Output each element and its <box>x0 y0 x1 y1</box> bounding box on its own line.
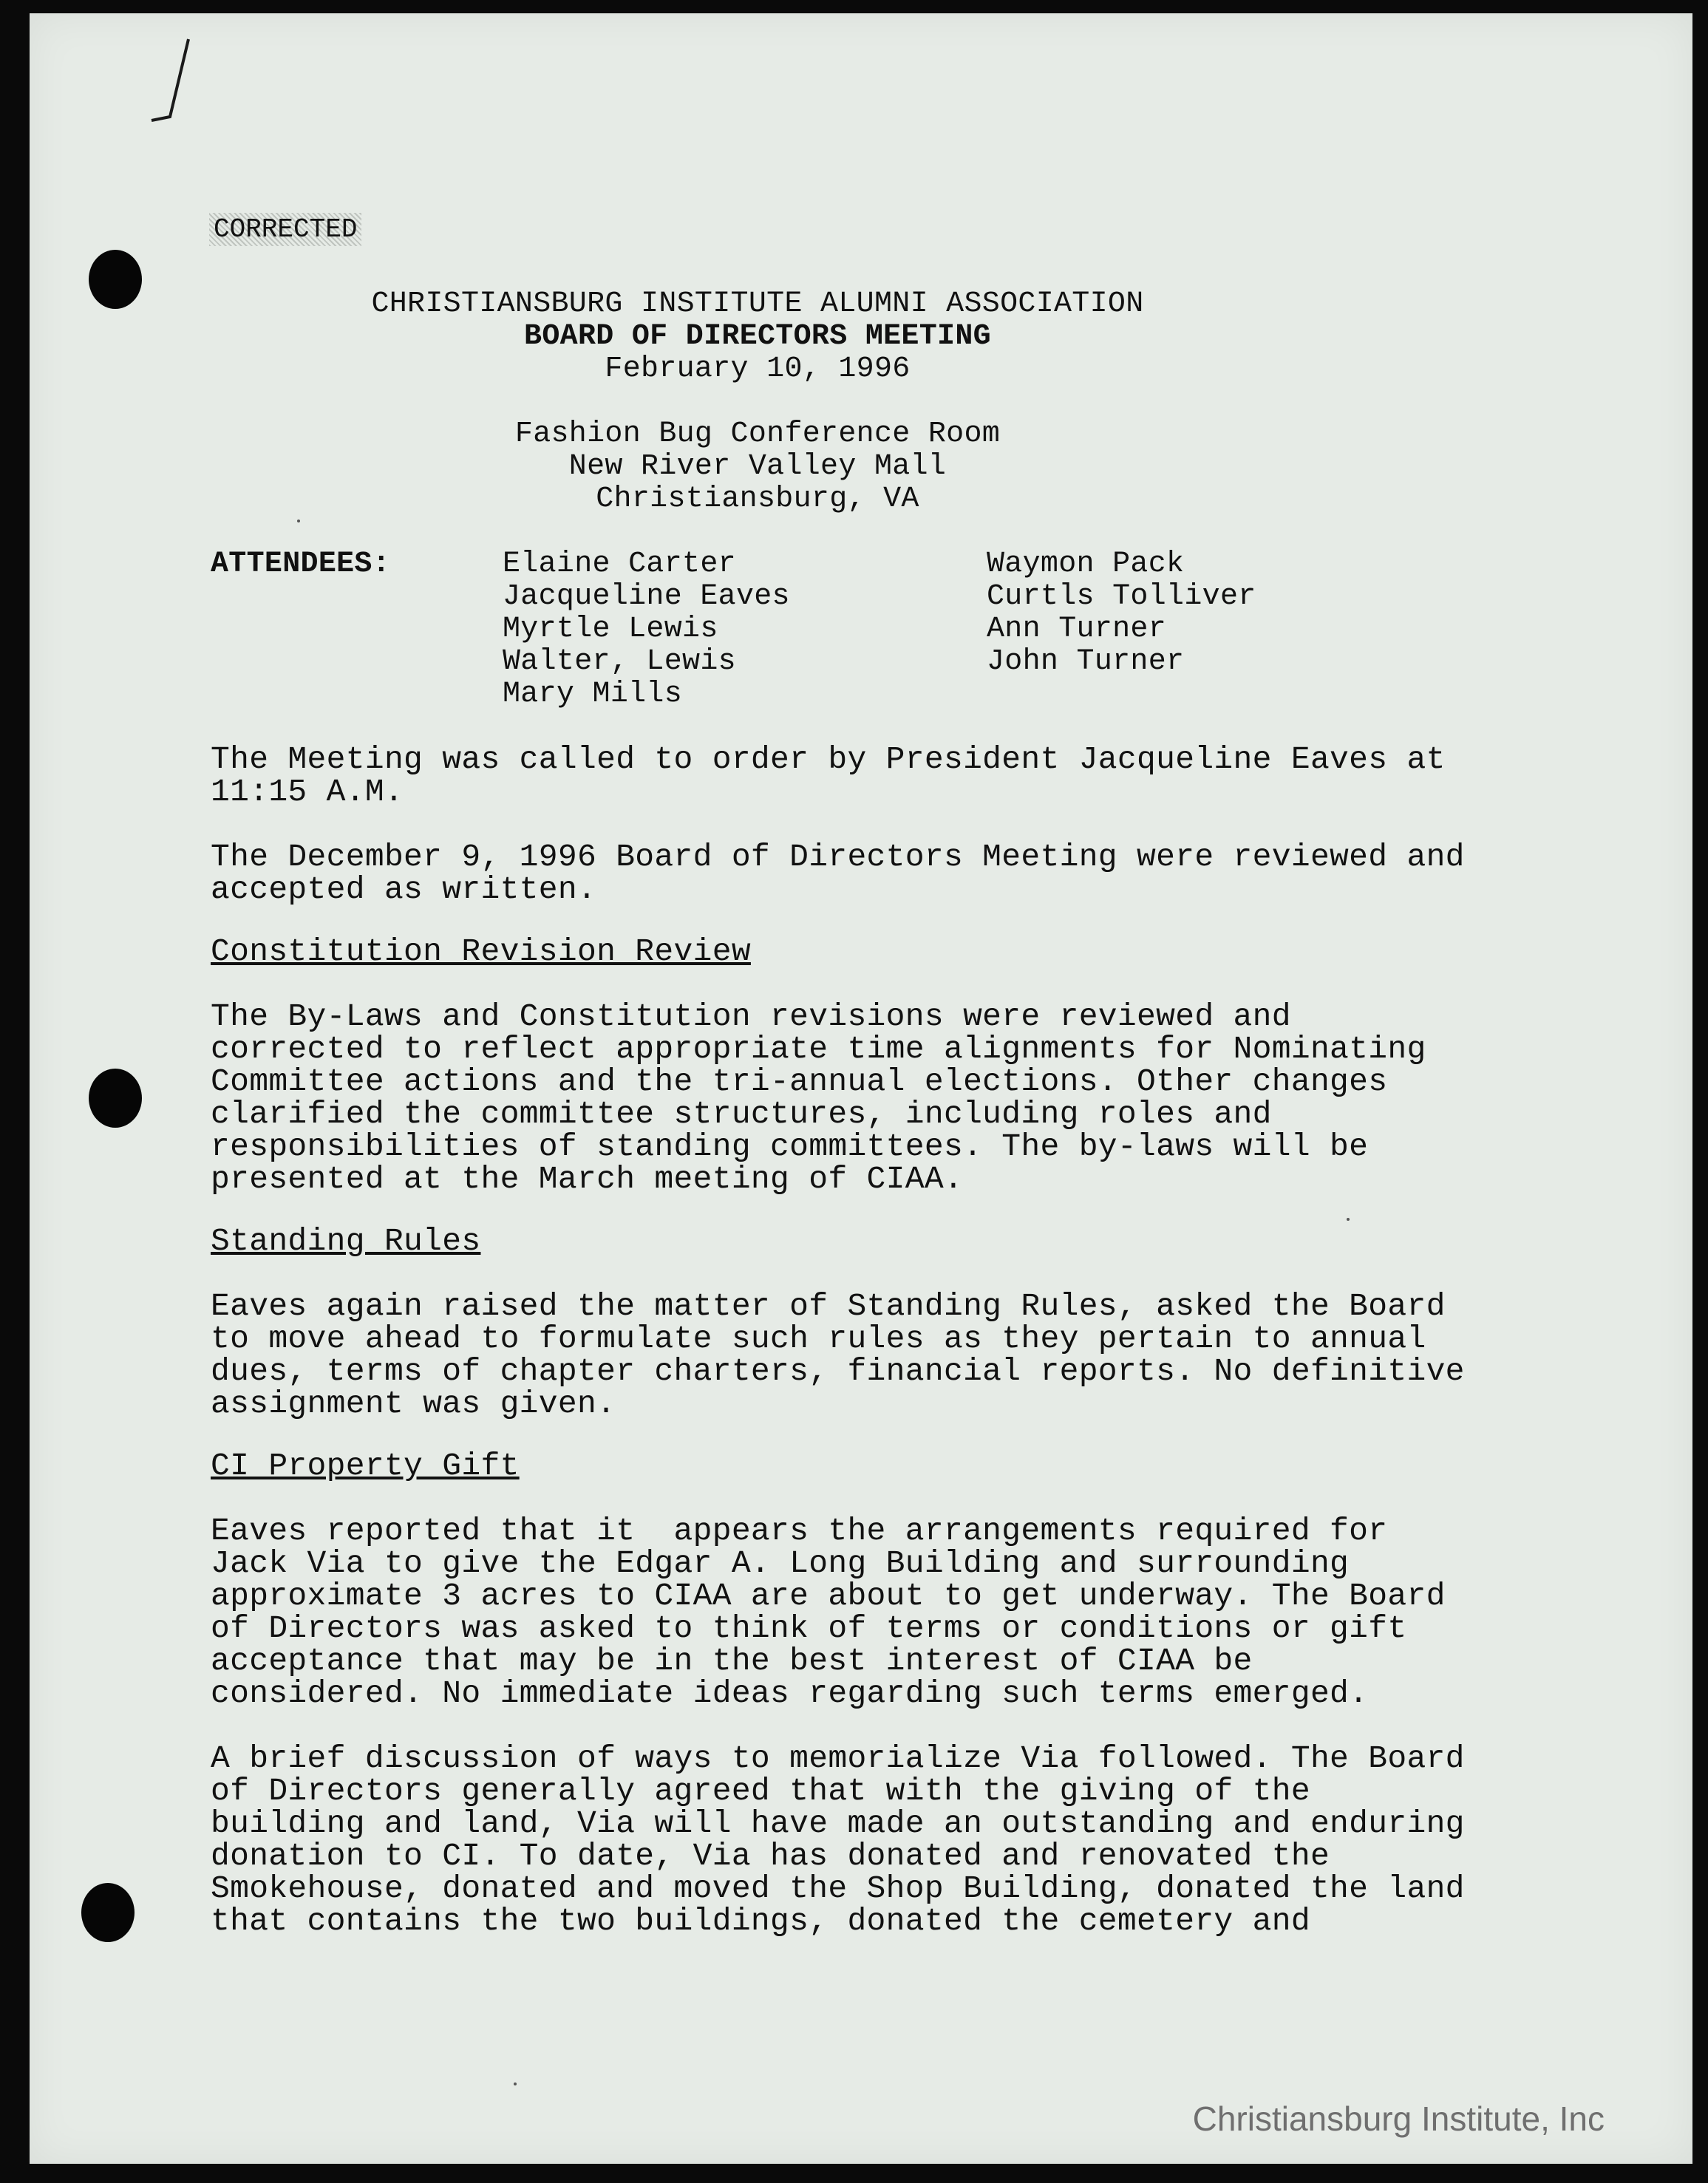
section-heading-property-gift: CI Property Gift <box>211 1448 520 1484</box>
document-header <box>211 288 1304 386</box>
attendee: Waymon Pack <box>987 548 1185 581</box>
corrected-stamp: CORRECTED <box>209 213 361 246</box>
location-city: Christiansburg, VA <box>596 483 919 516</box>
organization-name: CHRISTIANSBURG INSTITUTE ALUMNI ASSOCIATION <box>371 287 1144 321</box>
speck <box>514 2082 517 2085</box>
section-heading-constitution: Constitution Revision Review <box>211 933 751 970</box>
attendees-column-1 <box>503 548 987 711</box>
attendee: Elaine Carter <box>503 548 736 581</box>
section-body-standing-rules: Eaves again raised the matter of Standing Rules, asked the Board to move ahead to formulate such rules as they pertain to annual dues, terms of chapter charters, financial reports. No definitive assignment was given. <box>211 1288 1465 1422</box>
meeting-title: BOARD OF DIRECTORS MEETING <box>524 320 991 353</box>
punch-hole-top <box>89 250 142 309</box>
meeting-location <box>211 418 1304 516</box>
minutes-review-paragraph: The December 9, 1996 Board of Directors Meeting were reviewed and accepted as written. <box>211 839 1465 907</box>
punch-hole-bottom <box>81 1883 135 1942</box>
call-to-order-paragraph: The Meeting was called to order by President Jacqueline Eaves at 11:15 A.M. <box>211 741 1446 810</box>
meeting-minutes <box>211 288 1526 1938</box>
section-heading-standing-rules: Standing Rules <box>211 1223 481 1259</box>
meeting-date: February 10, 1996 <box>605 353 911 386</box>
attendee: John Turner <box>987 645 1185 678</box>
attendee: Jacqueline Eaves <box>503 580 790 613</box>
attendees-label: ATTENDEES: <box>211 548 391 581</box>
attendee: Walter, Lewis <box>503 645 736 678</box>
attendees-block <box>211 548 1526 711</box>
attendees-column-2 <box>987 548 1256 711</box>
attendee: Curtls Tolliver <box>987 580 1256 613</box>
attendee: Mary Mills <box>503 678 683 711</box>
staple-mark <box>137 35 196 128</box>
punch-hole-middle <box>89 1069 142 1128</box>
attendee: Myrtle Lewis <box>503 613 718 646</box>
memorial-discussion-paragraph: A brief discussion of ways to memorialize Via followed. The Board of Directors generally agreed that with the giving of the building and land, Via will have made an outstanding and enduring donation to CI. To date, Via has donated and renovated the Smokehouse, donated and moved the Shop Building, donated the land that contains the two buildings, donated the cemetery and <box>211 1740 1465 1939</box>
attendee: Ann Turner <box>987 613 1167 646</box>
archive-watermark: Christiansburg Institute, Inc <box>1192 2099 1605 2138</box>
section-body-property-gift: Eaves reported that it appears the arrangements required for Jack Via to give the Edgar A. Long Building and surrounding approximate 3 acres to CIAA are about to get underway. The Board of Directors was asked to think of terms or conditions or gift acceptance that may be in the best interest of CIAA be considered. No immediate ideas regarding such terms emerged. <box>211 1513 1446 1712</box>
location-mall: New River Valley Mall <box>568 450 947 483</box>
location-room: Fashion Bug Conference Room <box>514 418 1001 451</box>
section-body-constitution: The By-Laws and Constitution revisions were reviewed and corrected to reflect appropriate time alignments for Nominating Committee actions and the tri-annual elections. Other changes clarified the committee structures, including roles and responsibilities of standing committees. The by-laws will be presented at the March meeting of CIAA. <box>211 998 1426 1197</box>
